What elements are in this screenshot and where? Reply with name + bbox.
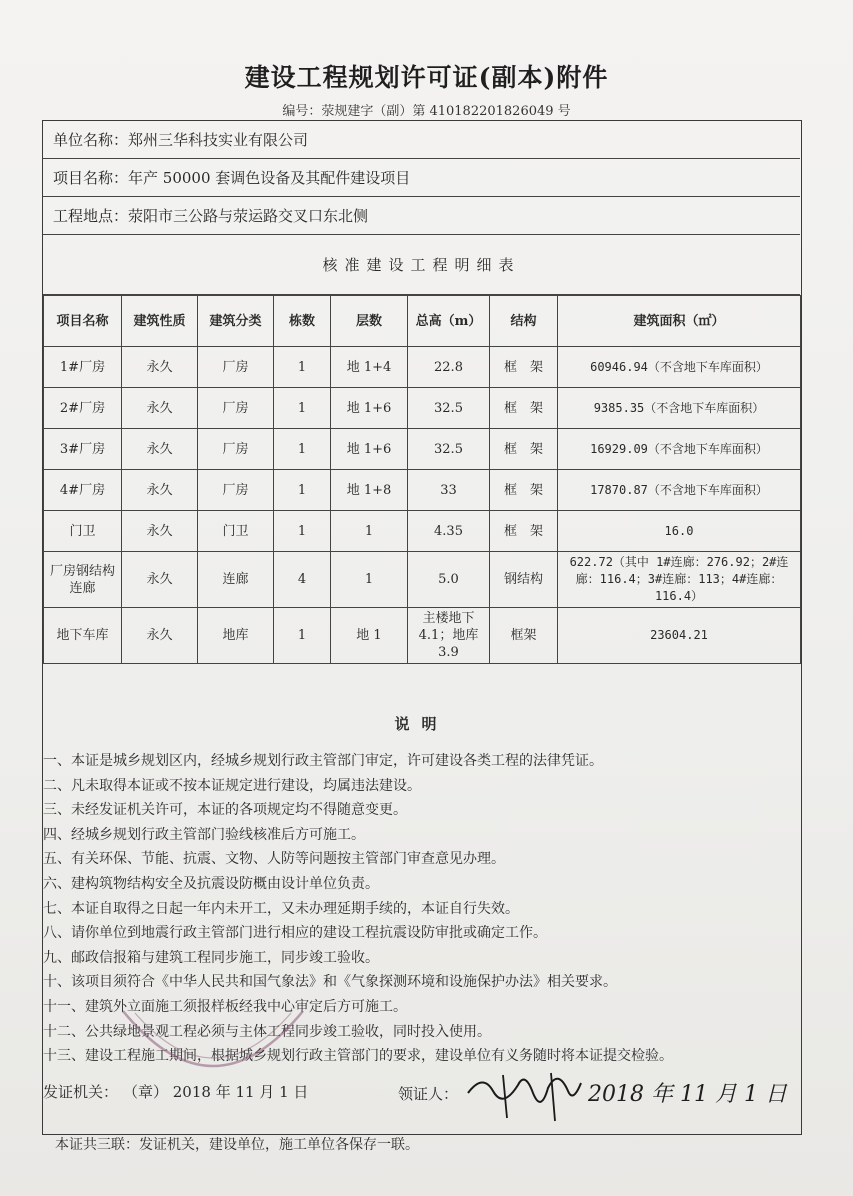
table-cell: 32.5 xyxy=(408,388,490,429)
table-cell: 22.8 xyxy=(408,347,490,388)
table-header-row xyxy=(44,296,801,347)
header-cell: 建筑分类 xyxy=(198,296,274,347)
table-cell: 5.0 xyxy=(408,552,490,608)
table-cell: 1#厂房 xyxy=(44,347,122,388)
header-cell: 层数 xyxy=(331,296,408,347)
table-cell: 连廊 xyxy=(198,552,274,608)
table-cell: 60946.94（不含地下车库面积） xyxy=(558,347,801,388)
table-row xyxy=(44,608,801,664)
table-row xyxy=(44,388,801,429)
table-cell: 地 1+6 xyxy=(331,388,408,429)
table-title: 核准建设工程明细表 xyxy=(43,235,800,295)
unit-row xyxy=(43,121,800,159)
table-row xyxy=(44,347,801,388)
table-cell: 钢结构 xyxy=(490,552,558,608)
footer-note: 本证共三联：发证机关，建设单位，施工单位各保存一联。 xyxy=(55,1137,419,1153)
table-cell: 622.72（其中 1#连廊：276.92；2#连廊：116.4；3#连廊：113；4#连廊：116.4） xyxy=(558,552,801,608)
table-cell: 3#厂房 xyxy=(44,429,122,470)
table-cell: 地 1+8 xyxy=(331,470,408,511)
issuer-section xyxy=(43,1071,800,1111)
note-item: 七、本证自取得之日起一年内未开工，又未办理延期手续的，本证自行失效。 xyxy=(43,900,519,917)
notes-title: 说明 xyxy=(394,715,449,733)
table-cell: 地 1+6 xyxy=(331,429,408,470)
table-row xyxy=(44,552,801,608)
location-value: 荥阳市三公路与荥运路交叉口东北侧 xyxy=(128,207,369,225)
note-item: 十一、建筑外立面施工须报样板经我中心审定后方可施工。 xyxy=(43,998,407,1015)
note-item: 三、未经发证机关许可，本证的各项规定均不得随意变更。 xyxy=(43,802,407,819)
table-cell: 框 架 xyxy=(490,511,558,552)
permit-frame xyxy=(42,120,802,1153)
note-item: 五、有关环保、节能、抗震、文物、人防等问题按主管部门审查意见办理。 xyxy=(43,851,505,868)
table-cell: 框 架 xyxy=(490,429,558,470)
table-row xyxy=(44,470,801,511)
table-cell: 1 xyxy=(274,388,331,429)
authority-date: （章） 2018 年 11 月 1 日 xyxy=(123,1083,309,1101)
table-cell: 地库 xyxy=(198,608,274,664)
table-cell: 框 架 xyxy=(490,470,558,511)
header-cell: 建筑性质 xyxy=(122,296,198,347)
table-cell: 4.35 xyxy=(408,511,490,552)
table-cell: 1 xyxy=(274,347,331,388)
unit-value: 郑州三华科技实业有限公司 xyxy=(128,131,309,149)
table-cell: 地 1+4 xyxy=(331,347,408,388)
table-cell: 16929.09（不含地下车库面积） xyxy=(558,429,801,470)
header-cell: 结构 xyxy=(490,296,558,347)
recipient-label: 领证人： xyxy=(398,1085,459,1103)
header-cell: 项目名称 xyxy=(44,296,122,347)
table-cell: 框架 xyxy=(490,608,558,664)
project-value: 年产 50000 套调色设备及其配件建设项目 xyxy=(128,169,411,187)
note-item: 六、建构筑物结构安全及抗震设防概由设计单位负责。 xyxy=(43,875,379,892)
detail-table xyxy=(43,295,801,664)
handwritten-signature xyxy=(463,1063,583,1123)
table-cell: 4 xyxy=(274,552,331,608)
document-title: 建设工程规划许可证(副本)附件 xyxy=(244,63,609,92)
table-cell: 框 架 xyxy=(490,347,558,388)
table-cell: 永久 xyxy=(122,347,198,388)
table-cell: 1 xyxy=(331,511,408,552)
project-label: 项目名称： xyxy=(53,169,129,187)
header-cell: 总高（m） xyxy=(408,296,490,347)
table-cell: 厂房 xyxy=(198,429,274,470)
table-cell: 1 xyxy=(274,608,331,664)
location-label: 工程地点： xyxy=(53,207,129,225)
table-cell: 厂房 xyxy=(198,470,274,511)
table-cell: 厂房 xyxy=(198,347,274,388)
note-item: 十三、建设工程施工期间，根据城乡规划行政主管部门的要求，建设单位有义务随时将本证提交检验。 xyxy=(43,1048,673,1065)
table-cell: 17870.87（不含地下车库面积） xyxy=(558,470,801,511)
table-cell: 门卫 xyxy=(44,511,122,552)
header-cell: 栋数 xyxy=(274,296,331,347)
unit-label: 单位名称： xyxy=(53,131,129,149)
table-cell: 1 xyxy=(274,429,331,470)
table-cell: 永久 xyxy=(122,388,198,429)
table-cell: 1 xyxy=(274,511,331,552)
note-item: 九、邮政信报箱与建筑工程同步施工，同步竣工验收。 xyxy=(43,949,379,966)
note-item: 一、本证是城乡规划区内，经城乡规划行政主管部门审定，许可建设各类工程的法律凭证。 xyxy=(43,753,603,769)
table-row xyxy=(44,511,801,552)
table-cell: 1 xyxy=(274,470,331,511)
table-cell: 2#厂房 xyxy=(44,388,122,429)
table-cell: 永久 xyxy=(122,552,198,608)
table-cell: 地 1 xyxy=(331,608,408,664)
table-cell: 永久 xyxy=(122,511,198,552)
table-cell: 门卫 xyxy=(198,511,274,552)
table-cell: 厂房钢结构连廊 xyxy=(44,552,122,608)
note-item: 二、凡未取得本证或不按本证规定进行建设，均属违法建设。 xyxy=(43,777,421,794)
table-cell: 永久 xyxy=(122,429,198,470)
table-row xyxy=(44,429,801,470)
table-cell: 9385.35（不含地下车库面积） xyxy=(558,388,801,429)
table-cell: 地下车库 xyxy=(44,608,122,664)
table-cell: 16.0 xyxy=(558,511,801,552)
table-cell: 框 架 xyxy=(490,388,558,429)
location-row xyxy=(43,197,800,235)
table-cell: 永久 xyxy=(122,470,198,511)
table-cell: 4#厂房 xyxy=(44,470,122,511)
table-cell: 33 xyxy=(408,470,490,511)
table-cell: 永久 xyxy=(122,608,198,664)
document-number: 编号：荥规建字（副）第 410182201826049 号 xyxy=(282,104,571,119)
recipient-date: 2018 年 11 月 1 日 xyxy=(588,1082,787,1107)
note-item: 八、请你单位到地震行政主管部门进行相应的建设工程抗震设防审批或确定工作。 xyxy=(43,925,547,942)
project-row xyxy=(43,159,800,197)
note-item: 十二、公共绿地景观工程必须与主体工程同步竣工验收，同时投入使用。 xyxy=(43,1023,491,1040)
table-cell: 1 xyxy=(331,552,408,608)
note-item: 四、经城乡规划行政主管部门验线核准后方可施工。 xyxy=(43,826,365,843)
authority-label: 发证机关： xyxy=(43,1083,119,1101)
table-cell: 主楼地下 4.1；地库 3.9 xyxy=(408,608,490,664)
table-cell: 23604.21 xyxy=(558,608,801,664)
note-item: 十、该项目须符合《中华人民共和国气象法》和《气象探测环境和设施保护办法》相关要求。 xyxy=(43,974,617,991)
table-cell: 32.5 xyxy=(408,429,490,470)
header-cell: 建筑面积（㎡） xyxy=(558,296,801,347)
table-cell: 厂房 xyxy=(198,388,274,429)
